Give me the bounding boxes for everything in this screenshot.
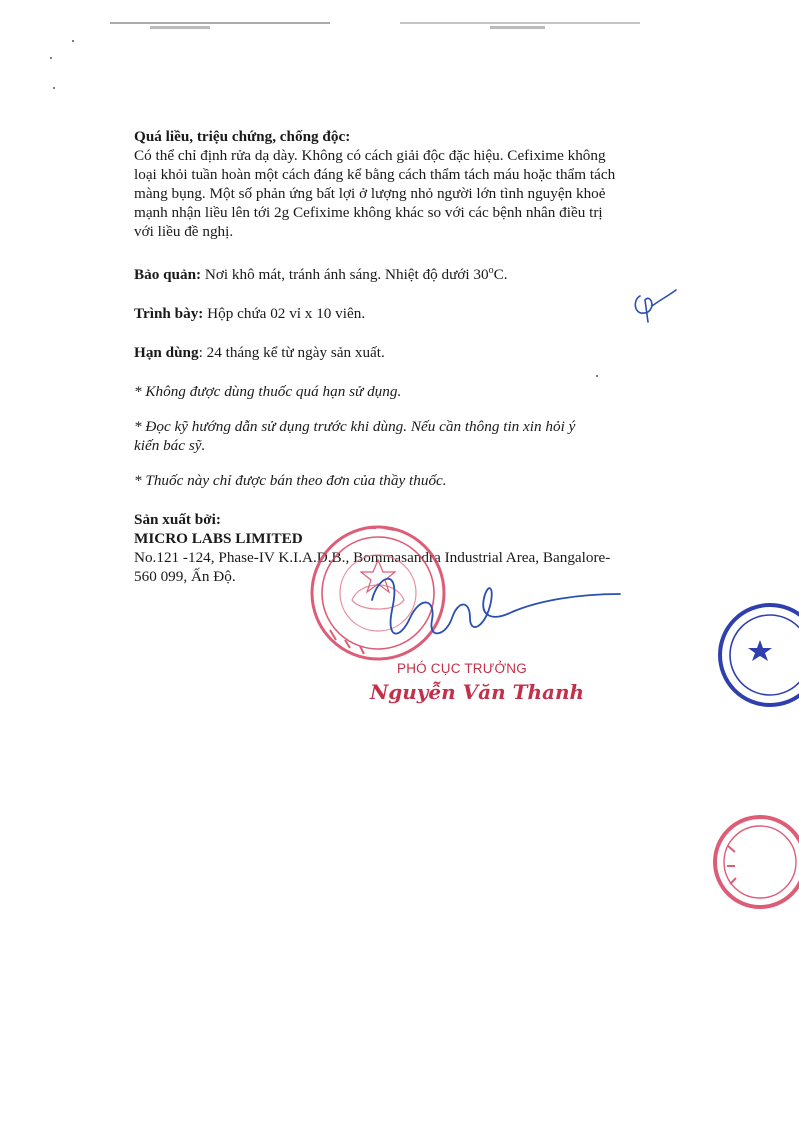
note-item: * Thuốc này chỉ được bán theo đơn của thầy thuốc. [134, 472, 447, 490]
note-item: * Đọc kỹ hướng dẫn sử dụng trước khi dùng. Nếu cần thông tin xin hỏi ý [134, 418, 576, 436]
note-item: * Không được dùng thuốc quá hạn sử dụng. [134, 383, 402, 401]
storage-unit: C. [493, 266, 508, 284]
manufacturer-address: 560 099, Ấn Độ. [134, 568, 236, 586]
signatory-name: Nguyễn Văn Thanh [370, 680, 585, 704]
partial-red-seal [715, 817, 799, 907]
manufacturer-name: MICRO LABS LIMITED [134, 530, 303, 548]
overdose-line: loại khỏi tuần hoàn một cách đáng kể bằng cách thẩm tách máu hoặc thẩm tách [134, 166, 616, 183]
overdose-line: Có thể chỉ định rửa dạ dày. Không có cách giải độc đặc hiệu. Cefixime không [134, 147, 606, 164]
signature-scrawl [372, 579, 620, 634]
packaging-label: Trình bày: [134, 305, 204, 323]
signatory-title: PHÓ CỤC TRƯỞNG [397, 661, 527, 676]
manufacturer-seal [720, 605, 799, 705]
overdose-line: với liều đề nghị. [134, 223, 234, 240]
degree-sign: o [488, 265, 494, 276]
manufacturer-heading: Sản xuất bởi: [134, 511, 221, 529]
packaging-text: Hộp chứa 02 vỉ x 10 viên. [203, 305, 366, 323]
overdose-line: mạnh nhận liều lên tới 2g Cefixime không khác so với các bệnh nhân điều trị [134, 204, 603, 221]
official-seal [312, 527, 444, 659]
overdose-heading: Quá liều, triệu chứng, chống độc: [134, 128, 351, 145]
storage-text: Nơi khô mát, tránh ánh sáng. Nhiệt độ dưới 30 [201, 266, 489, 284]
manufacturer-address: No.121 -124, Phase-IV K.I.A.D.B., Bommasandra Industrial Area, Bangalore- [134, 549, 611, 567]
expiry-text: : 24 tháng kể từ ngày sản xuất. [198, 344, 385, 362]
storage-label: Bảo quản: [134, 266, 202, 284]
note-item-continuation: kiến bác sỹ. [134, 437, 206, 455]
initials-mark [635, 290, 676, 322]
expiry-label: Hạn dùng [134, 344, 199, 362]
overdose-line: màng bụng. Một số phản ứng bất lợi ở lượng nhỏ người lớn tình nguyện khoẻ [134, 185, 606, 202]
